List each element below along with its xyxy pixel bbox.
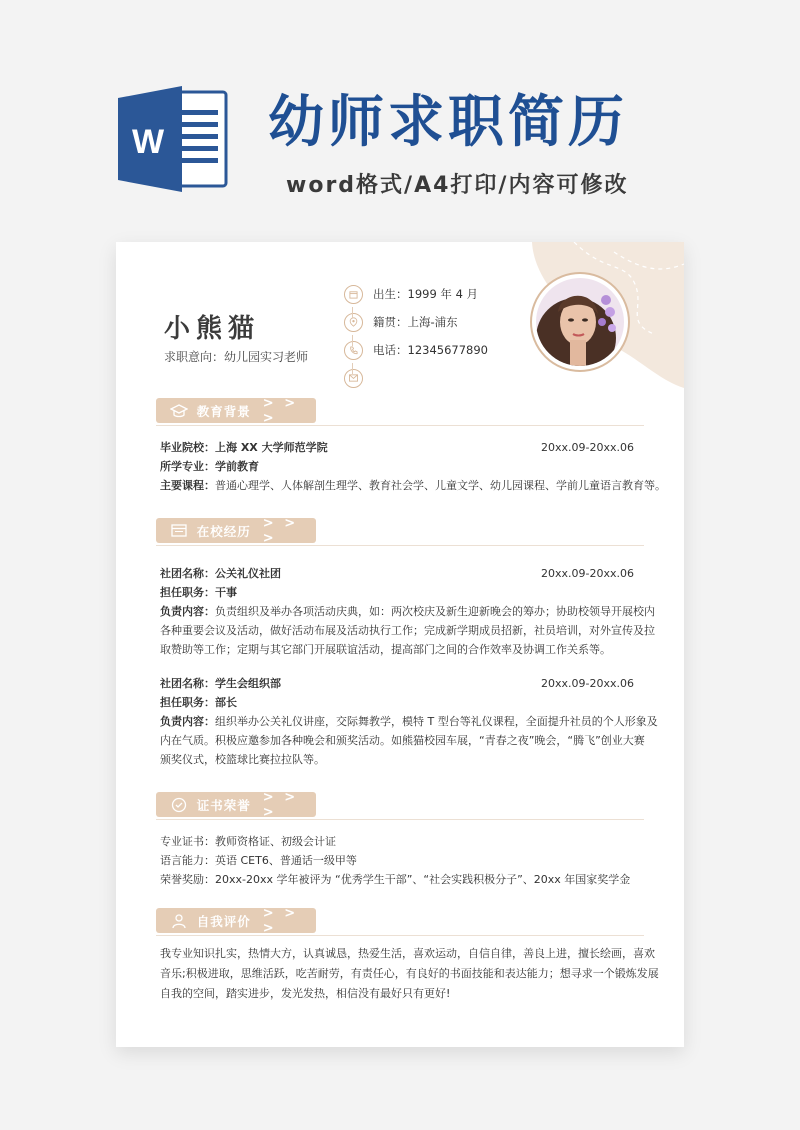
email-icon — [344, 369, 363, 388]
section-header-self — [156, 905, 316, 936]
contact-value: 12345677890 — [407, 343, 488, 357]
avatar-frame — [530, 272, 630, 372]
job-intention-value: 幼儿园实习老师 — [224, 350, 309, 364]
certificate-row: 专业证书：教师资格证、初级会计证 — [160, 835, 336, 848]
contact-phone — [344, 336, 488, 364]
contact-label: 出生： — [373, 287, 408, 301]
campus-role-row: 担任职务：干事 — [160, 586, 237, 599]
campus-duty-line: 颁奖仪式，校篮球比赛拉拉队等。 — [160, 753, 325, 766]
section-divider — [156, 425, 644, 426]
medal-icon — [170, 797, 189, 813]
self-eval-line: 自我的空间，踏实进步，发光发热，相信没有最好只有更好! — [160, 987, 451, 1000]
contact-list — [344, 280, 488, 392]
candidate-name: 小熊猫 — [164, 314, 261, 344]
campus-role-row: 担任职务：部长 — [160, 696, 237, 709]
section-title: 自我评价 — [196, 913, 251, 929]
section-title: 教育背景 — [196, 403, 251, 419]
contact-separator — [352, 307, 353, 318]
section-header-campus — [156, 515, 316, 546]
education-courses-row: 主要课程：普通心理学、人体解剖生理学、教育社会学、儿童文学、幼儿园课程、学前儿童语言教育等。 — [160, 479, 666, 492]
page-header — [0, 0, 800, 230]
calendar-icon — [344, 285, 363, 304]
calendar-board-icon — [170, 523, 189, 539]
section-arrows: > > > — [262, 789, 299, 820]
campus-club-date: 20xx.09-20xx.06 — [541, 677, 634, 690]
contact-email — [344, 364, 488, 392]
section-title: 在校经历 — [196, 523, 251, 539]
word-icon-letter: W — [132, 123, 165, 161]
job-intention — [164, 348, 308, 365]
contact-value: 1999 年 4 月 — [407, 287, 479, 301]
section-header-certificates — [156, 789, 316, 820]
campus-club-row: 社团名称：学生会组织部 — [160, 677, 281, 690]
campus-duty-line: 负责内容：组织举办公关礼仪讲座，交际舞教学，模特 T 型台等礼仪课程，全面提升社员的个人形象及 — [160, 715, 658, 728]
contact-origin — [344, 308, 488, 336]
contact-label: 籍贯： — [373, 315, 408, 329]
campus-duty-line: 负责内容：负责组织及举办各项活动庆典，如：两次校庆及新生迎新晚会的筹办；协助校领导开展校内 — [160, 605, 655, 618]
certificate-row: 荣誉奖励：20xx-20xx 学年被评为 “优秀学生干部”、“社会实践积极分子”、20xx 年国家奖学金 — [160, 873, 631, 886]
section-header-education — [156, 395, 316, 426]
graduation-cap-icon — [170, 403, 189, 419]
contact-value: 上海-浦东 — [407, 315, 458, 329]
section-divider — [156, 545, 644, 546]
campus-duty-line: 内在气质。积极应邀参加各种晚会和颁奖活动。如熊猫校园车展，“青春之夜”晚会，“腾飞”创业大赛 — [160, 734, 645, 747]
contact-separator — [352, 335, 353, 346]
phone-icon — [344, 341, 363, 360]
section-arrows: > > > — [262, 515, 299, 546]
education-school-row: 毕业院校：上海 XX 大学师范学院 — [160, 441, 328, 454]
page-subtitle: word格式/A4打印/内容可修改 — [286, 173, 629, 198]
campus-club-row: 社团名称：公关礼仪社团 — [160, 567, 281, 580]
job-intention-label: 求职意向： — [164, 350, 225, 364]
person-icon — [170, 913, 189, 929]
education-major-row: 所学专业：学前教育 — [160, 460, 259, 473]
campus-club-date: 20xx.09-20xx.06 — [541, 567, 634, 580]
location-icon — [344, 313, 363, 332]
campus-duty-line: 各种重要会议及活动，做好活动布展及活动执行工作；完成新学期成员招新，社员培训，对外宣传及拉 — [160, 624, 655, 637]
section-divider — [156, 935, 644, 936]
section-divider — [156, 819, 644, 820]
section-arrows: > > > — [262, 905, 299, 936]
self-eval-line: 音乐;积极进取，思维活跃，吃苦耐劳，有责任心，有良好的书面技能和表达能力；想寻求一个锻炼发展 — [160, 967, 659, 980]
education-date: 20xx.09-20xx.06 — [541, 441, 634, 454]
contact-separator — [352, 363, 353, 374]
resume-paper — [116, 242, 684, 1047]
contact-birth — [344, 280, 488, 308]
word-document-icon — [118, 86, 230, 192]
section-arrows: > > > — [262, 395, 299, 426]
self-eval-line: 我专业知识扎实，热情大方，认真诚恳，热爱生活，喜欢运动，自信自律，善良上进，擅长绘画，喜欢 — [160, 947, 655, 960]
page-title: 幼师求职简历 — [268, 90, 628, 155]
contact-label: 电话： — [373, 343, 408, 357]
section-title: 证书荣誉 — [196, 797, 251, 813]
certificate-row: 语言能力：英语 CET6、普通话一级甲等 — [160, 854, 357, 867]
avatar-photo — [536, 278, 624, 366]
campus-duty-line: 取赞助等工作；定期与其它部门开展联谊活动，提高部门之间的合作效率及协调工作关系等。 — [160, 643, 611, 656]
